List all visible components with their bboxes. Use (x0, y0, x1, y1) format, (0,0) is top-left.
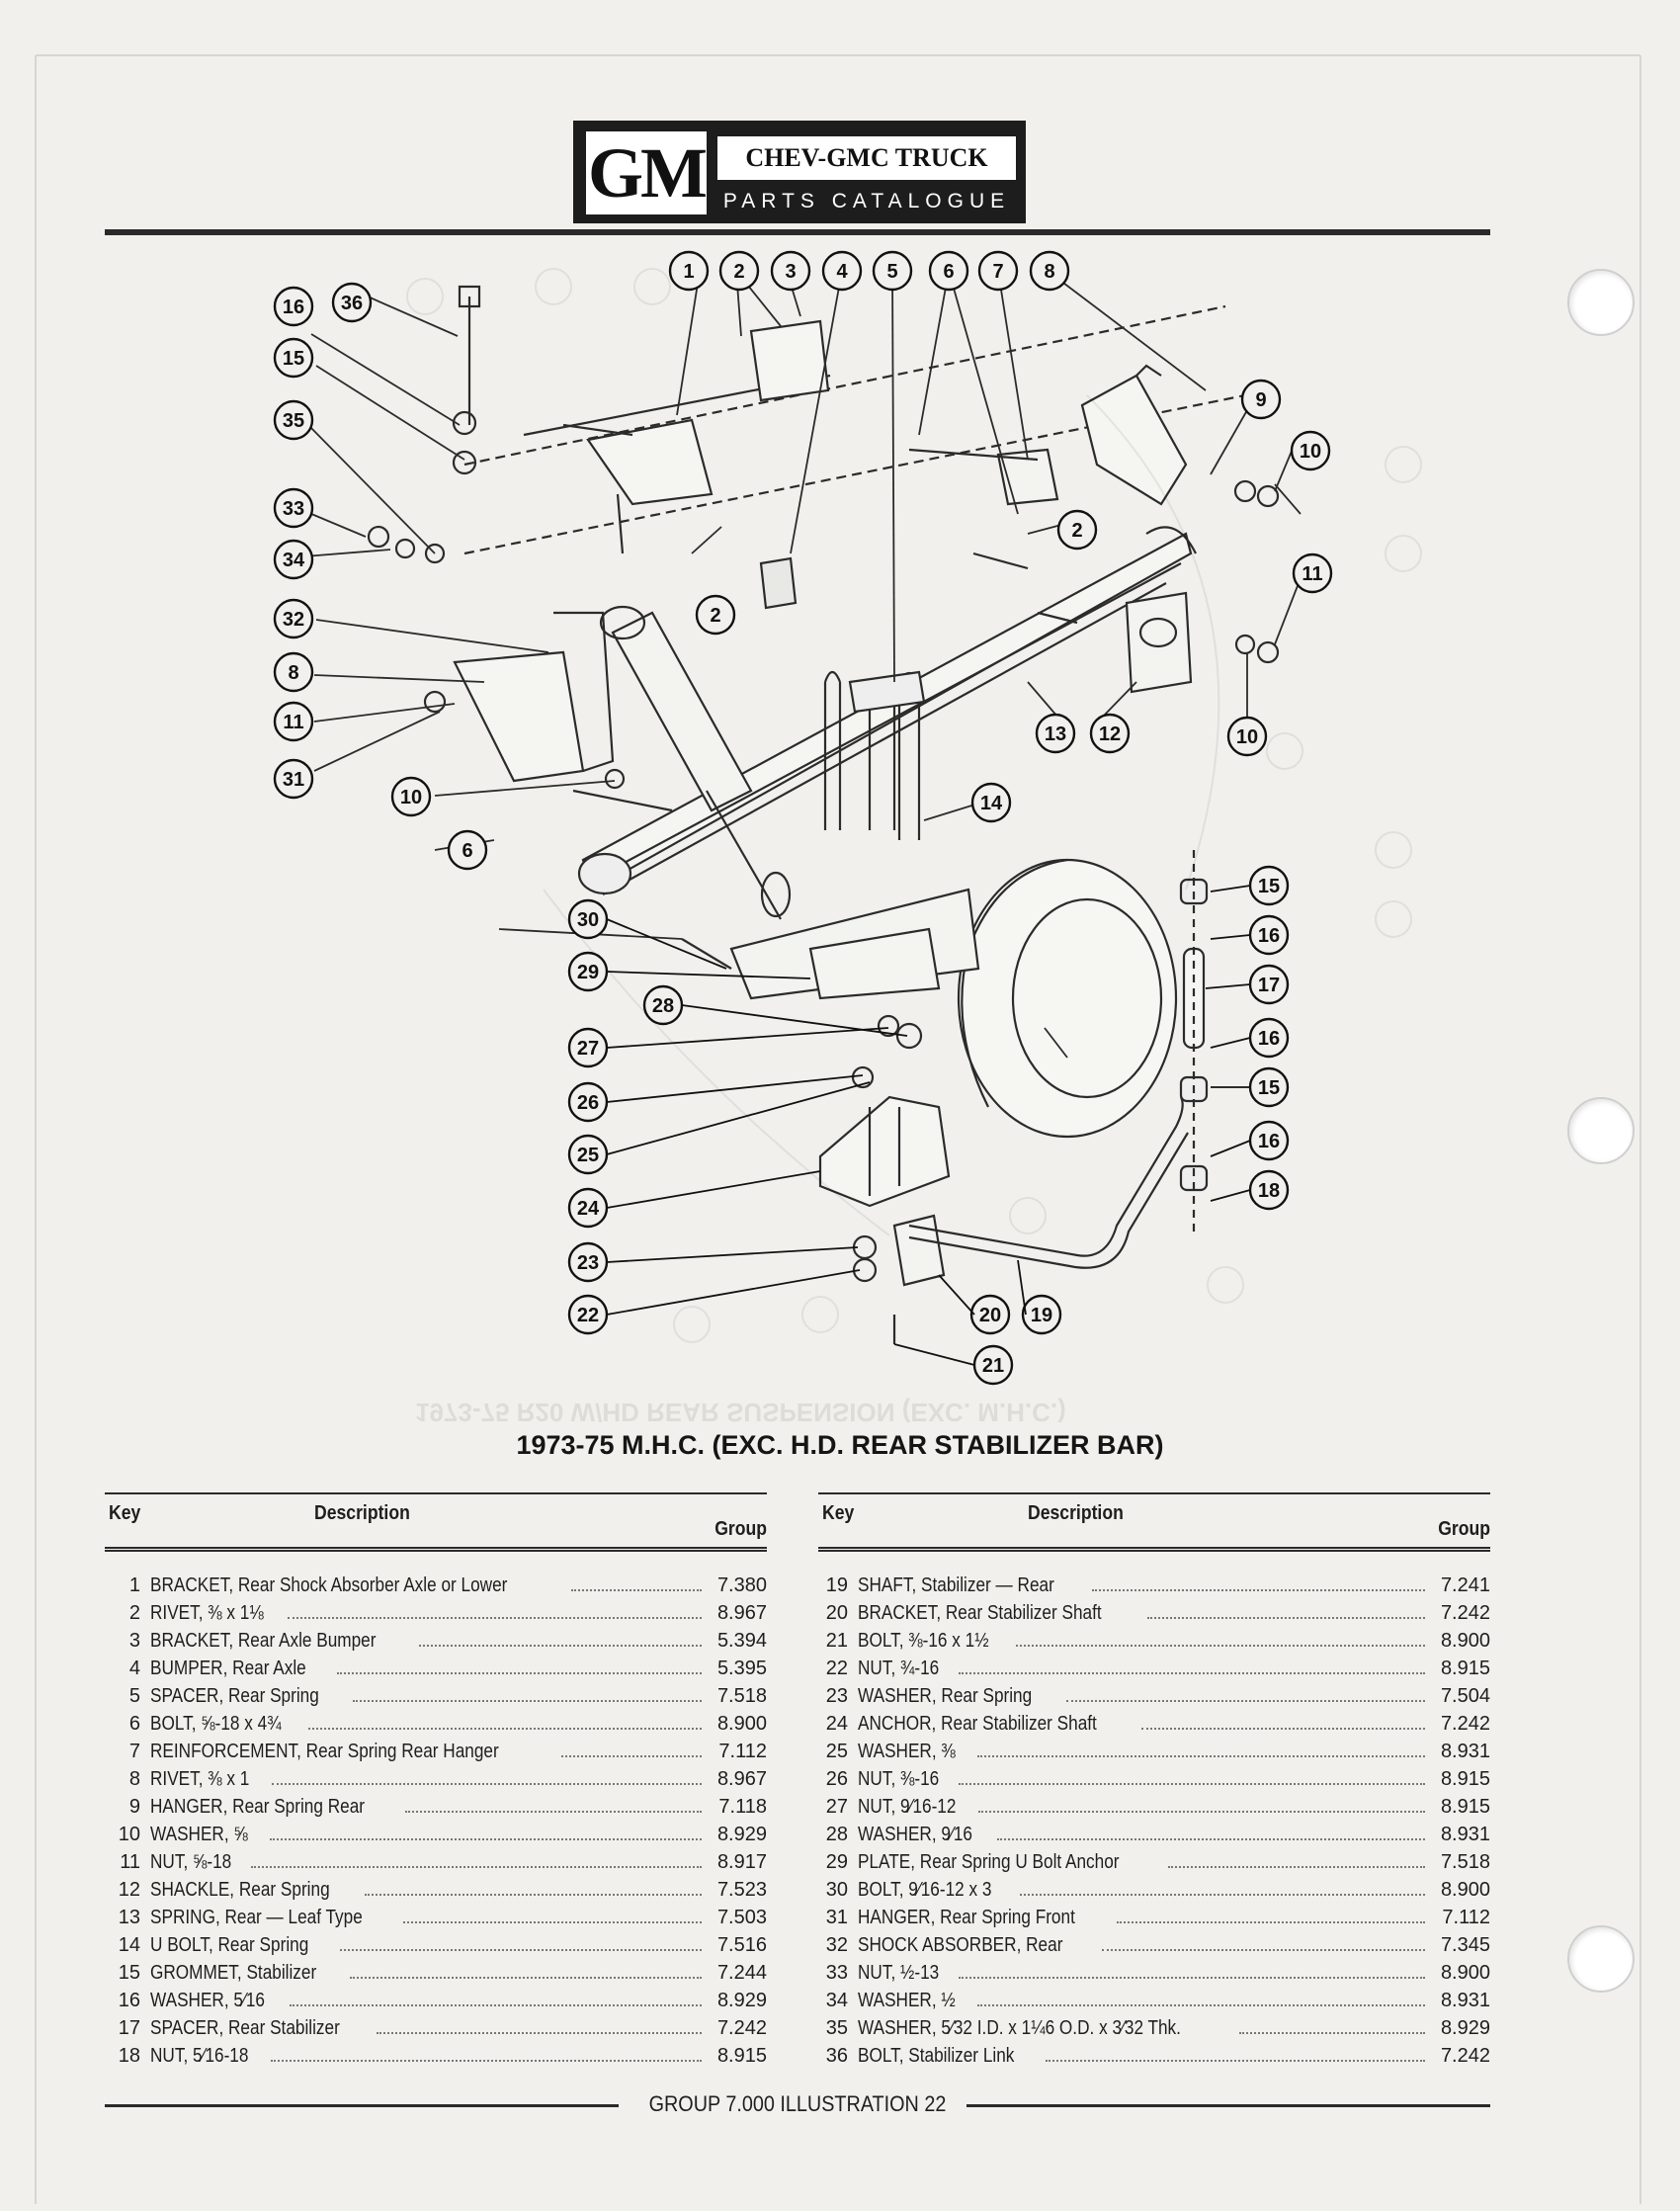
callout-32 (275, 600, 312, 638)
svg-text:35: 35 (282, 410, 305, 432)
svg-text:2: 2 (710, 605, 721, 627)
svg-text:27: 27 (576, 1038, 600, 1060)
svg-text:36: 36 (340, 293, 364, 314)
part-key: 27 (825, 1796, 848, 1818)
part-description: SHACKLE, Rear Spring (150, 1879, 330, 1901)
callout-18 (1250, 1171, 1288, 1209)
part-key: 22 (825, 1658, 848, 1679)
callout-2c (1058, 511, 1096, 549)
part-description: BOLT, ⅜-16 x 1½ (858, 1630, 989, 1652)
callout-8b (275, 653, 312, 691)
part-description: PLATE, Rear Spring U Bolt Anchor (858, 1851, 1120, 1873)
svg-text:10: 10 (1235, 726, 1259, 748)
callout-2b (697, 596, 734, 634)
callout-31 (275, 760, 312, 798)
part-description: BUMPER, Rear Axle (150, 1658, 306, 1679)
part-key: 19 (825, 1574, 848, 1596)
part-key: 36 (825, 2045, 848, 2067)
parts-list (818, 1570, 1490, 2068)
part-group: 7.118 (718, 1796, 767, 1818)
part-group: 7.518 (1440, 1851, 1490, 1873)
callout-1 (670, 252, 708, 290)
callout-16 (275, 288, 312, 325)
svg-text:26: 26 (576, 1092, 600, 1114)
parts-table-left (105, 1492, 767, 2068)
part-group: 8.967 (716, 1768, 767, 1790)
part-key: 5 (128, 1685, 140, 1707)
part-key: 15 (118, 1962, 140, 1984)
svg-text:11: 11 (283, 712, 304, 733)
svg-text:20: 20 (978, 1305, 1002, 1326)
table-row (818, 1902, 1490, 1929)
part-description: HANGER, Rear Spring Rear (150, 1796, 365, 1818)
table-row (818, 1625, 1490, 1653)
column-header-group: Group (714, 1518, 767, 1540)
svg-text:11: 11 (1302, 563, 1323, 585)
part-key: 12 (118, 1879, 140, 1901)
callout-20 (971, 1296, 1009, 1333)
part-description: NUT, ⅝-18 (150, 1851, 232, 1873)
column-header-description: Description (1028, 1502, 1124, 1524)
table-row (105, 2012, 767, 2040)
part-description: U BOLT, Rear Spring (150, 1934, 309, 1956)
svg-text:33: 33 (282, 498, 305, 520)
svg-text:12: 12 (1098, 723, 1122, 745)
table-row (105, 1874, 767, 1902)
svg-text:16: 16 (1257, 925, 1281, 947)
part-description: NUT, ¾-16 (858, 1658, 940, 1679)
part-key: 21 (825, 1630, 848, 1652)
svg-text:16: 16 (1257, 1028, 1281, 1050)
part-description: REINFORCEMENT, Rear Spring Rear Hanger (150, 1741, 499, 1762)
callout-28 (644, 986, 682, 1024)
part-description: NUT, 5⁄16-18 (150, 2045, 249, 2067)
callout-8 (1031, 252, 1068, 290)
part-group: 8.900 (1440, 1630, 1490, 1652)
table-row (105, 1929, 767, 1957)
table-row (105, 1597, 767, 1625)
part-key: 14 (118, 1934, 140, 1956)
part-key: 6 (128, 1713, 140, 1735)
svg-text:23: 23 (576, 1252, 600, 1274)
svg-text:16: 16 (282, 297, 305, 318)
part-group: 7.112 (718, 1741, 767, 1762)
column-header-key: Key (822, 1502, 855, 1524)
table-row (818, 1874, 1490, 1902)
svg-text:29: 29 (576, 962, 600, 983)
part-description: WASHER, 9⁄16 (858, 1824, 972, 1845)
column-header-description: Description (314, 1502, 410, 1524)
table-row (105, 1653, 767, 1680)
table-row (818, 1957, 1490, 1985)
table-row (105, 1819, 767, 1846)
callout-5 (874, 252, 911, 290)
callout-6b (449, 831, 486, 869)
svg-text:4: 4 (836, 261, 848, 283)
svg-text:17: 17 (1257, 975, 1281, 996)
part-group: 7.242 (1440, 1713, 1490, 1735)
table-row (818, 1985, 1490, 2012)
svg-text:8: 8 (1044, 261, 1055, 283)
callout-11 (275, 703, 312, 740)
table-row (105, 2040, 767, 2068)
svg-text:19: 19 (1030, 1305, 1053, 1326)
part-key: 20 (825, 1602, 848, 1624)
parts-table-right (818, 1492, 1490, 2068)
part-description: SPACER, Rear Stabilizer (150, 2017, 340, 2039)
part-key: 35 (825, 2017, 848, 2039)
table-header (818, 1492, 1490, 1552)
part-group: 5.394 (716, 1630, 767, 1652)
part-group: 7.242 (1440, 1602, 1490, 1624)
svg-text:3: 3 (785, 261, 797, 283)
part-key: 10 (118, 1824, 140, 1845)
part-description: HANGER, Rear Spring Front (858, 1907, 1075, 1928)
part-group: 7.516 (716, 1934, 767, 1956)
table-row (105, 1763, 767, 1791)
table-row (105, 1625, 767, 1653)
part-key: 1 (128, 1574, 140, 1596)
part-group: 7.523 (716, 1879, 767, 1901)
part-description: RIVET, ⅜ x 1⅛ (150, 1602, 264, 1624)
part-description: BOLT, 9⁄16-12 x 3 (858, 1879, 992, 1901)
part-group: 8.900 (1440, 1879, 1490, 1901)
table-row (818, 1570, 1490, 1597)
part-key: 11 (120, 1851, 140, 1873)
part-group: 7.380 (716, 1574, 767, 1596)
part-group: 7.518 (716, 1685, 767, 1707)
table-row (818, 1763, 1490, 1791)
svg-text:21: 21 (981, 1355, 1005, 1377)
callout-33 (275, 489, 312, 527)
callout-23 (569, 1243, 607, 1281)
callout-29 (569, 953, 607, 990)
callout-10b (1292, 432, 1329, 469)
callout-11b (1294, 554, 1331, 592)
part-description: GROMMET, Stabilizer (150, 1962, 317, 1984)
part-key: 23 (825, 1685, 848, 1707)
svg-text:28: 28 (651, 995, 675, 1017)
svg-text:15: 15 (282, 348, 305, 370)
part-group: 7.503 (716, 1907, 767, 1928)
table-row (818, 1597, 1490, 1625)
part-group: 7.242 (1440, 2045, 1490, 2067)
table-row (105, 1791, 767, 1819)
part-group: 8.931 (1440, 1990, 1490, 2011)
part-description: WASHER, Rear Spring (858, 1685, 1033, 1707)
part-key: 7 (128, 1741, 140, 1762)
table-header (105, 1492, 767, 1552)
part-group: 7.112 (1442, 1907, 1490, 1928)
table-row (818, 1653, 1490, 1680)
part-description: BRACKET, Rear Shock Absorber Axle or Lower (150, 1574, 508, 1596)
callout-15 (275, 339, 312, 377)
part-group: 8.931 (1440, 1824, 1490, 1845)
brand-subtitle: PARTS CATALOGUE (722, 190, 1011, 213)
part-group: 8.900 (1440, 1962, 1490, 1984)
part-group: 7.241 (1440, 1574, 1490, 1596)
svg-text:6: 6 (462, 840, 473, 862)
svg-text:8: 8 (288, 662, 299, 684)
part-description: NUT, 9⁄16-12 (858, 1796, 957, 1818)
callout-12 (1091, 715, 1129, 752)
svg-text:24: 24 (576, 1198, 600, 1220)
part-group: 8.900 (716, 1713, 767, 1735)
callout-10c (1228, 718, 1266, 755)
table-row (105, 1680, 767, 1708)
table-row (105, 1570, 767, 1597)
table-row (818, 1819, 1490, 1846)
part-group: 8.929 (1440, 2017, 1490, 2039)
footer-label (174, 2091, 1421, 2117)
part-group: 7.345 (1440, 1934, 1490, 1956)
part-description: NUT, ⅜-16 (858, 1768, 940, 1790)
callout-26 (569, 1083, 607, 1121)
part-description: BOLT, ⅝-18 x 4¾ (150, 1713, 282, 1735)
part-description: BOLT, Stabilizer Link (858, 2045, 1015, 2067)
callout-16b (1250, 916, 1288, 954)
part-description: ANCHOR, Rear Stabilizer Shaft (858, 1713, 1097, 1735)
svg-text:22: 22 (576, 1305, 600, 1326)
table-row (105, 1957, 767, 1985)
callout-36 (333, 284, 371, 321)
svg-text:15: 15 (1257, 876, 1281, 897)
part-description: BRACKET, Rear Stabilizer Shaft (858, 1602, 1102, 1624)
part-group: 8.915 (1440, 1796, 1490, 1818)
part-description: WASHER, 5⁄32 I.D. x 1¼6 O.D. x 3⁄32 Thk. (858, 2017, 1181, 2039)
part-key: 29 (825, 1851, 848, 1873)
part-description: NUT, ½-13 (858, 1962, 940, 1984)
part-description: WASHER, ⅜ (858, 1741, 956, 1762)
part-key: 3 (128, 1630, 140, 1652)
table-row (105, 1736, 767, 1763)
part-description: WASHER, ⅝ (150, 1824, 248, 1845)
svg-text:34: 34 (282, 550, 305, 571)
svg-text:2: 2 (1071, 520, 1083, 542)
table-row (818, 1929, 1490, 1957)
svg-text:1: 1 (683, 261, 695, 283)
svg-text:31: 31 (282, 769, 305, 791)
callout-17 (1250, 966, 1288, 1003)
callout-4 (823, 252, 861, 290)
callout-21 (974, 1346, 1012, 1384)
svg-text:9: 9 (1255, 389, 1267, 411)
callout-15c (1250, 1068, 1288, 1106)
table-row (105, 1708, 767, 1736)
svg-text:5: 5 (886, 261, 898, 283)
part-group: 8.915 (1440, 1658, 1490, 1679)
callout-22 (569, 1296, 607, 1333)
part-description: SHOCK ABSORBER, Rear (858, 1934, 1063, 1956)
table-row (818, 1791, 1490, 1819)
svg-text:13: 13 (1044, 723, 1067, 745)
column-header-key: Key (109, 1502, 141, 1524)
column-header-group: Group (1438, 1518, 1490, 1540)
part-key: 26 (825, 1768, 848, 1790)
part-group: 5.395 (716, 1658, 767, 1679)
table-row (105, 1902, 767, 1929)
callout-16c (1250, 1019, 1288, 1057)
part-key: 17 (118, 2017, 140, 2039)
part-key: 8 (128, 1768, 140, 1790)
table-row (818, 2012, 1490, 2040)
table-row (818, 1680, 1490, 1708)
part-group: 7.244 (716, 1962, 767, 1984)
callout-30 (569, 900, 607, 938)
part-description: SPACER, Rear Spring (150, 1685, 319, 1707)
part-group: 8.915 (1440, 1768, 1490, 1790)
svg-text:25: 25 (576, 1145, 600, 1166)
part-description: RIVET, ⅜ x 1 (150, 1768, 250, 1790)
part-key: 16 (118, 1990, 140, 2011)
part-group: 7.504 (1440, 1685, 1490, 1707)
table-row (818, 1708, 1490, 1736)
parts-list (105, 1570, 767, 2068)
callout-2 (720, 252, 758, 290)
svg-text:10: 10 (399, 787, 423, 808)
footer-text: GROUP 7.000 ILLUSTRATION 22 (636, 2091, 959, 2116)
svg-text:10: 10 (1299, 441, 1322, 463)
callout-7 (979, 252, 1017, 290)
part-key: 4 (128, 1658, 140, 1679)
svg-text:18: 18 (1257, 1180, 1281, 1202)
callout-16d (1250, 1122, 1288, 1159)
callout-6 (930, 252, 967, 290)
gm-logo: GM (583, 128, 710, 217)
table-row (105, 1985, 767, 2012)
callout-14 (972, 784, 1010, 821)
part-group: 8.917 (716, 1851, 767, 1873)
diagram-caption: 1973-75 M.H.C. (EXC. H.D. REAR STABILIZER BAR) (516, 1430, 1164, 1460)
part-key: 18 (118, 2045, 140, 2067)
part-key: 33 (825, 1962, 848, 1984)
table-row (818, 1736, 1490, 1763)
part-key: 13 (118, 1907, 140, 1928)
svg-text:16: 16 (1257, 1131, 1281, 1152)
callout-35 (275, 401, 312, 439)
callout-19 (1023, 1296, 1060, 1333)
part-key: 24 (825, 1713, 848, 1735)
svg-text:30: 30 (576, 909, 600, 931)
callout-15b (1250, 867, 1288, 904)
binder-hole-bottom (1567, 1925, 1635, 1993)
part-group: 8.929 (716, 1990, 767, 2011)
part-description: WASHER, 5⁄16 (150, 1990, 265, 2011)
part-group: 7.242 (716, 2017, 767, 2039)
part-description: BRACKET, Rear Axle Bumper (150, 1630, 377, 1652)
callout-9 (1242, 381, 1280, 418)
part-key: 34 (825, 1990, 848, 2011)
part-group: 8.967 (716, 1602, 767, 1624)
part-group: 8.929 (716, 1824, 767, 1845)
svg-text:2: 2 (733, 261, 745, 283)
brand-title: CHEV-GMC TRUCK (717, 136, 1016, 180)
table-row (105, 1846, 767, 1874)
part-group: 8.931 (1440, 1741, 1490, 1762)
callout-34 (275, 541, 312, 578)
part-key: 28 (825, 1824, 848, 1845)
svg-text:32: 32 (282, 609, 305, 631)
part-description: SPRING, Rear — Leaf Type (150, 1907, 363, 1928)
callout-24 (569, 1189, 607, 1227)
svg-text:15: 15 (1257, 1077, 1281, 1099)
callout-25 (569, 1136, 607, 1173)
bleed-through-text: 1973-75 R20 W/HD REAR SUSPENSION (EXC. M.H.C.) (415, 1398, 1066, 1427)
svg-text:14: 14 (979, 793, 1003, 814)
callout-27 (569, 1029, 607, 1066)
svg-text:6: 6 (943, 261, 955, 283)
part-key: 31 (825, 1907, 848, 1928)
table-row (818, 2040, 1490, 2068)
part-key: 25 (825, 1741, 848, 1762)
part-key: 32 (825, 1934, 848, 1956)
callout-3 (772, 252, 809, 290)
page-footer (105, 2091, 1490, 2121)
table-row (818, 1846, 1490, 1874)
part-description: SHAFT, Stabilizer — Rear (858, 1574, 1054, 1596)
part-group: 8.915 (716, 2045, 767, 2067)
part-key: 9 (128, 1796, 140, 1818)
callout-10 (392, 778, 430, 815)
svg-text:7: 7 (992, 261, 1004, 283)
part-key: 30 (825, 1879, 848, 1901)
callout-13 (1037, 715, 1074, 752)
part-key: 2 (128, 1602, 140, 1624)
part-description: WASHER, ½ (858, 1990, 956, 2011)
